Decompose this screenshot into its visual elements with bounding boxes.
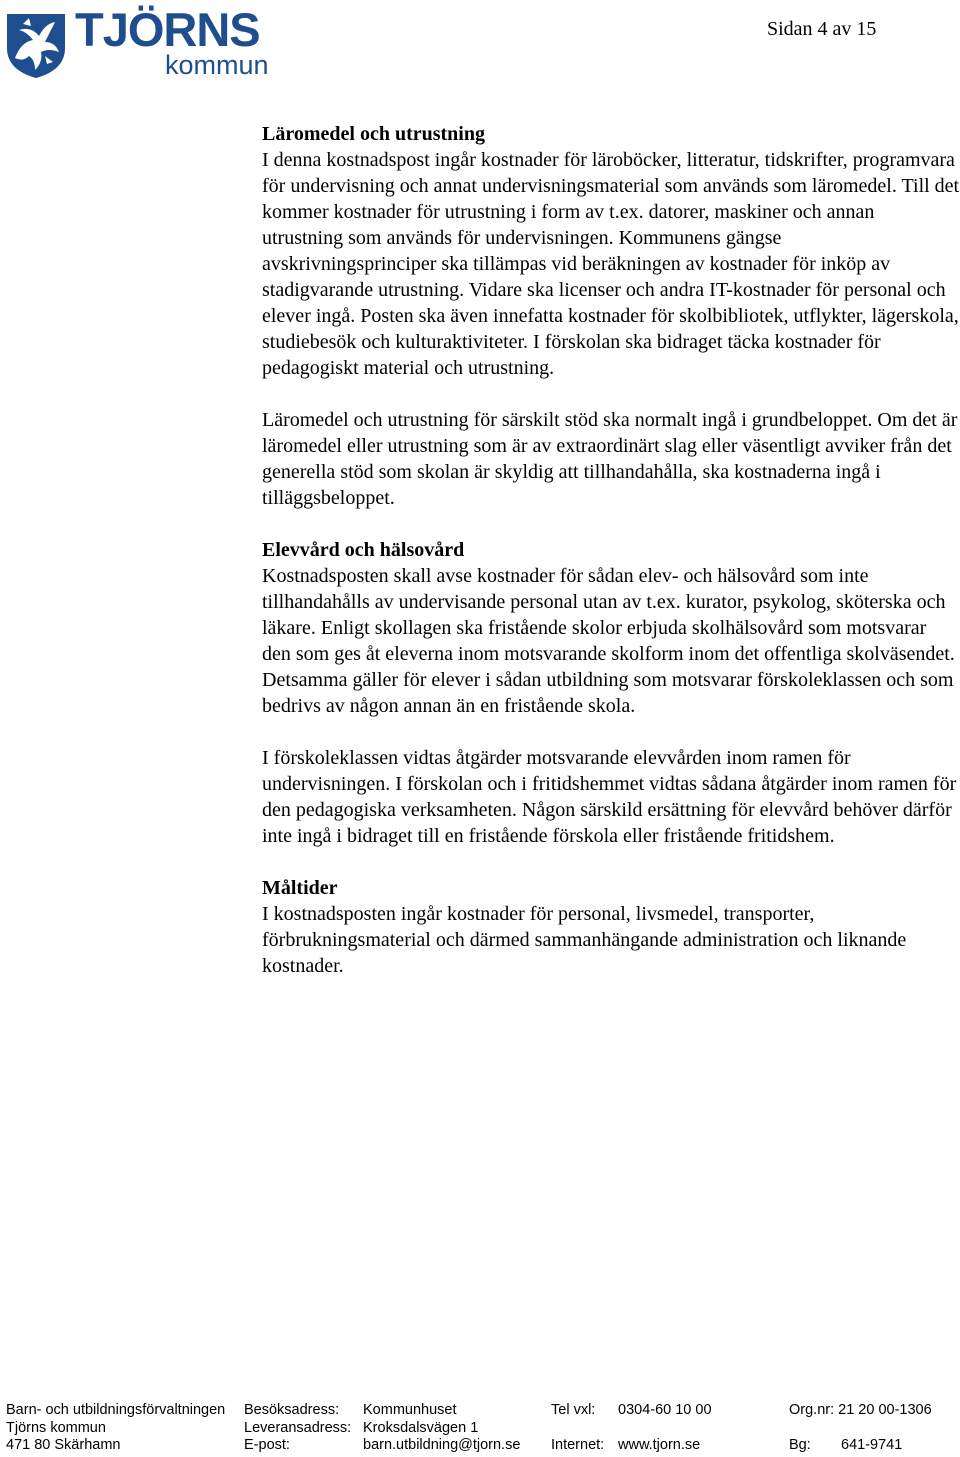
footer-postal-address: 471 80 Skärhamn: [6, 1437, 121, 1453]
paragraph: Läromedel och utrustning för särskilt stöd ska normalt ingå i grundbeloppet. Om det är läromedel eller utrustning som är av extraordinärt slag eller väsentligt avviker från det generella stöd som skolan är skyldig att tillhandahålla, ska kostnaderna ingå i tilläggsbeloppet.: [262, 409, 958, 509]
footer-row: [6, 1420, 956, 1438]
logo-wordmark: TJÖRNS: [75, 3, 260, 56]
logo-subtitle: kommun: [165, 50, 269, 80]
footer-label: E-post:: [244, 1437, 290, 1453]
footer-value: Kommunhuset: [363, 1402, 457, 1418]
section-heading: Läromedel och utrustning: [262, 123, 485, 145]
section-heading: Elevvård och hälsovård: [262, 539, 465, 561]
footer-label: Bg:: [789, 1437, 811, 1453]
footer-department: Barn- och utbildningsförvaltningen: [6, 1402, 226, 1418]
footer-value: Kroksdalsvägen 1: [363, 1419, 479, 1436]
page-number: Sidan 4 av 15: [767, 18, 877, 40]
footer-row: [6, 1437, 956, 1455]
paragraph: I förskoleklassen vidtas åtgärder motsvarande elevvården inom ramen för undervisningen. I förskolan och i fritidshemmet vidtas sådana åtgärder inom ramen för den pedagogiska verksamheten. Någon särskild ersättning för elevvård behöver därför inte ingå i bidraget till en fristående förskola eller fristående fritidshem.: [262, 747, 957, 847]
document-body: [262, 121, 960, 979]
footer-row: [6, 1402, 956, 1420]
paragraph: I kostnadsposten ingår kostnader för personal, livsmedel, transporter, förbrukningsmaterial och därmed sammanhängande administration och liknande kostnader.: [262, 903, 907, 977]
footer-phone: 0304-60 10 00: [618, 1402, 712, 1418]
municipality-logo: [5, 3, 269, 84]
page-footer: [6, 1402, 956, 1455]
footer-label: Besöksadress:: [244, 1402, 340, 1418]
paragraph: I denna kostnadspost ingår kostnader för läroböcker, litteratur, tidskrifter, programvara för undervisning och annat undervisningsmaterial som används som läromedel. Till det kommer kostnader för utrustning i form av t.ex. datorer, maskiner och annan utrustning som används för undervisningen. Kommunens gängse avskrivningsprinciper ska tillämpas vid beräkningen av kostnader för inköp av stadigvarande utrustning. Vidare ska licenser och andra IT-kostnader för personal och elever ingå. Posten ska även innefatta kostnader för skolbibliotek, utflykter, lägerskola, studiebesök och kulturaktiviteter. I förskolan ska bidraget täcka kostnader för pedagogiskt material och utrustning.: [262, 149, 960, 379]
footer-label: Internet:: [551, 1437, 605, 1453]
footer-website: www.tjorn.se: [618, 1437, 701, 1453]
footer-email: barn.utbildning@tjorn.se: [363, 1437, 521, 1453]
footer-label: Tel vxl:: [551, 1402, 596, 1418]
section-heading: Måltider: [262, 877, 338, 899]
footer-municipality: Tjörns kommun: [6, 1419, 106, 1436]
footer-bankgiro: 641-9741: [841, 1437, 903, 1453]
coat-of-arms-icon: [5, 12, 67, 80]
footer-org-number: Org.nr: 21 20 00-1306: [789, 1402, 932, 1418]
footer-label: Leveransadress:: [244, 1419, 352, 1436]
paragraph: Kostnadsposten skall avse kostnader för sådan elev- och hälsovård som inte tillhandahålls av undervisande personal utan av t.ex. kurator, psykolog, sköterska och läkare. Enligt skollagen ska fristående skolor erbjuda skolhälsovård som motsvarar den som ges åt eleverna inom motsvarande skolform inom det offentliga skolväsendet. Detsamma gäller för elever i sådan utbildning som motsvarar förskoleklassen och som bedrivs av någon annan än en fristående skola.: [262, 565, 955, 717]
